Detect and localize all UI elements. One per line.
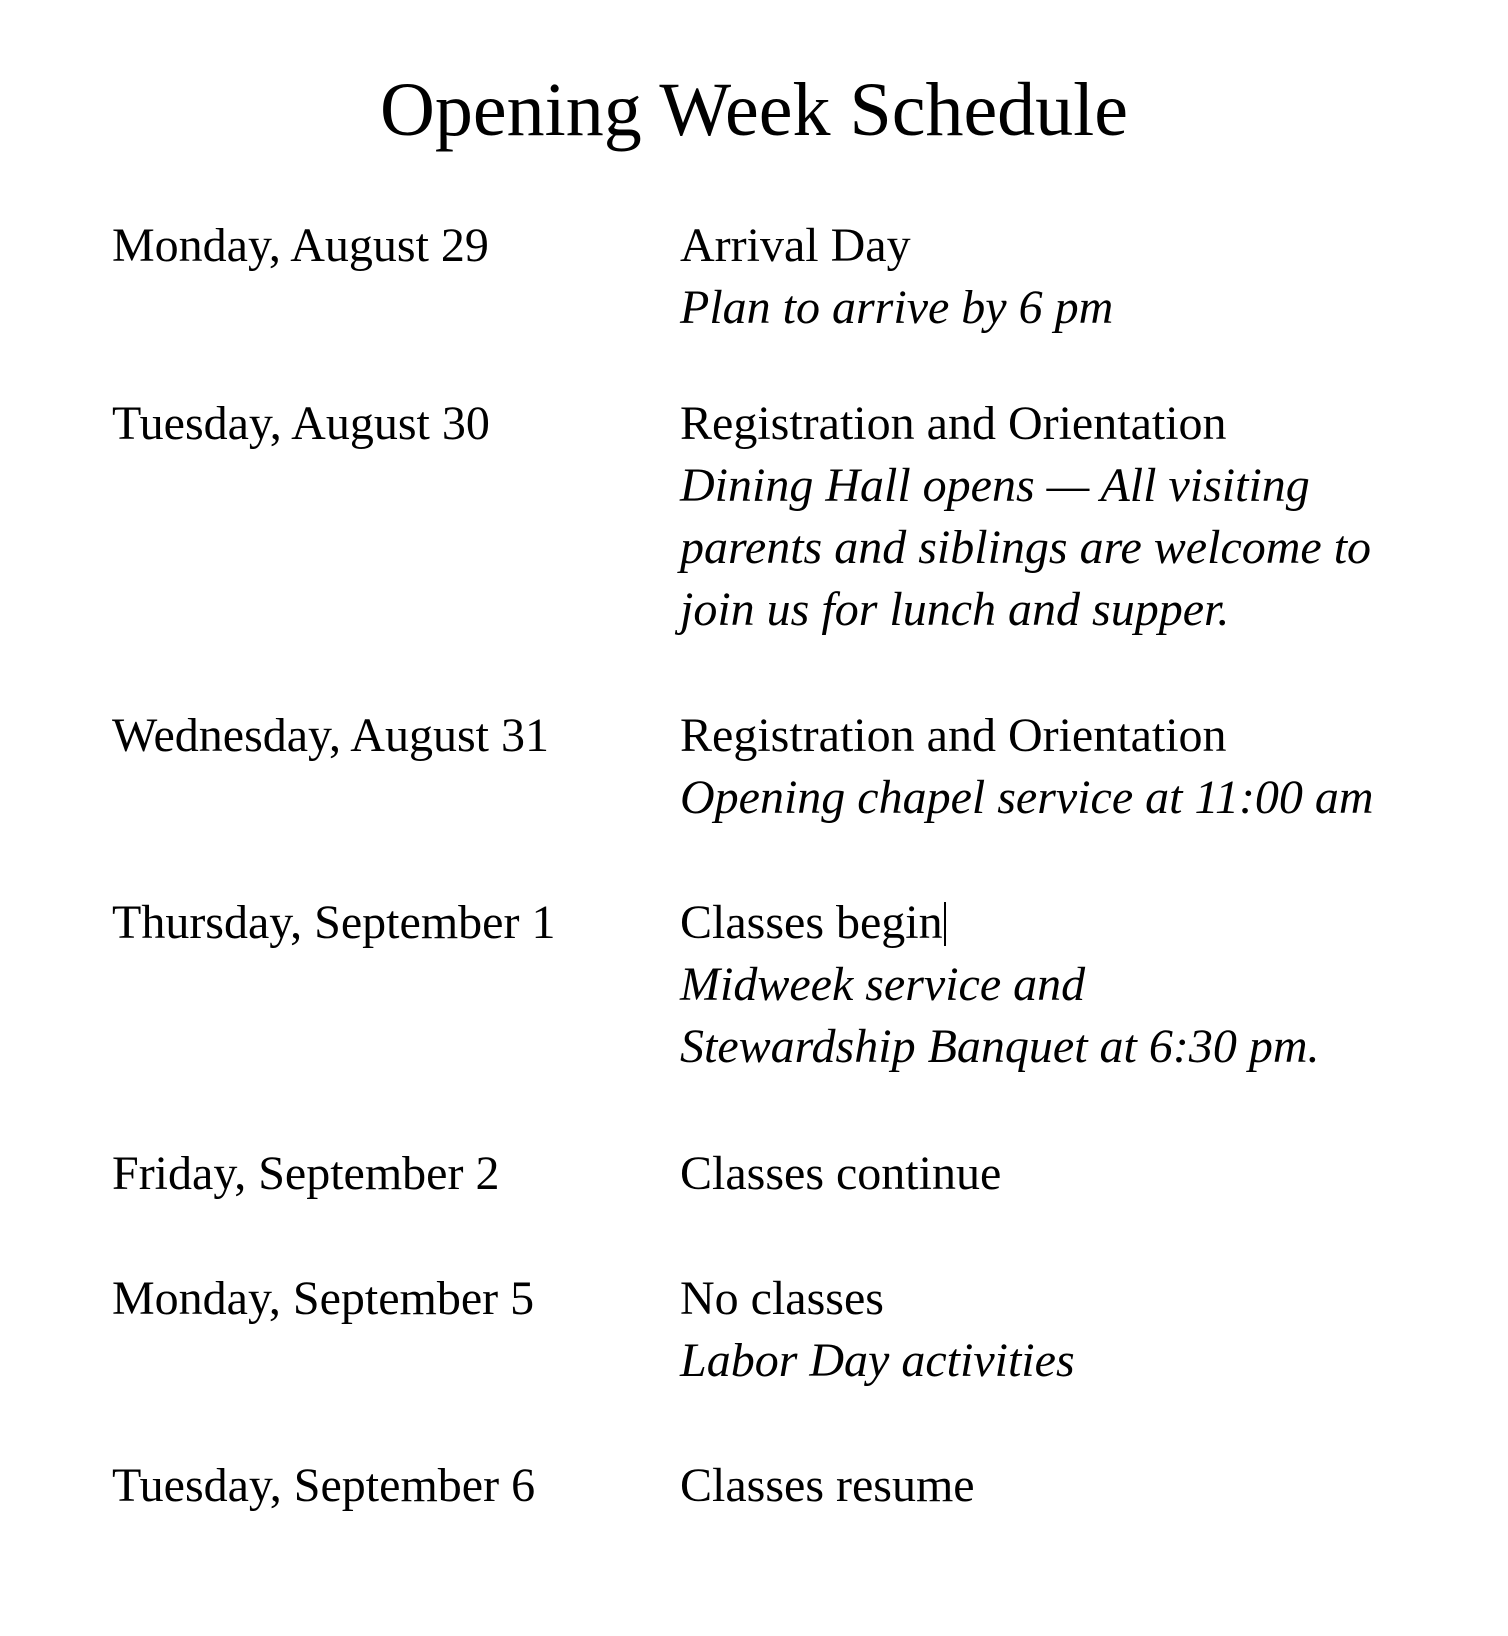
event-title: Classes continue	[680, 1147, 1002, 1200]
schedule-date: Monday, August 29	[112, 219, 489, 272]
event-note-line: Plan to arrive by 6 pm	[680, 281, 1114, 334]
event-title: Registration and Orientation	[680, 709, 1227, 762]
text-cursor	[944, 902, 946, 946]
schedule-date: Friday, September 2	[112, 1147, 500, 1200]
schedule-event	[680, 1268, 1440, 1392]
event-title-editable[interactable]	[680, 892, 1440, 954]
event-note-line: Dining Hall opens — All visiting	[680, 459, 1310, 512]
event-note	[680, 455, 1440, 641]
event-note-line: Labor Day activities	[680, 1334, 1075, 1387]
schedule-event	[680, 705, 1440, 829]
event-note-line: join us for lunch and supper.	[680, 583, 1230, 636]
event-title: Classes begin	[680, 896, 943, 949]
event-note-line: Stewardship Banquet at 6:30 pm.	[680, 1020, 1320, 1073]
schedule-date: Tuesday, September 6	[112, 1459, 536, 1512]
event-note	[680, 767, 1440, 829]
event-note	[680, 277, 1440, 339]
event-note-line: Midweek service and	[680, 958, 1086, 1011]
event-note-line: parents and siblings are welcome to	[680, 521, 1372, 574]
event-title: Registration and Orientation	[680, 397, 1227, 450]
schedule-date: Wednesday, August 31	[112, 709, 549, 762]
schedule-date: Monday, September 5	[112, 1272, 535, 1325]
event-title: Arrival Day	[680, 219, 911, 272]
event-title: No classes	[680, 1272, 884, 1325]
schedule-event	[680, 1455, 1440, 1517]
schedule-event	[680, 1143, 1440, 1205]
schedule-event	[680, 892, 1440, 1078]
event-title: Classes resume	[680, 1459, 975, 1512]
schedule-event	[680, 393, 1440, 641]
event-note	[680, 954, 1440, 1078]
schedule-date: Tuesday, August 30	[112, 397, 490, 450]
schedule-date: Thursday, September 1	[112, 896, 556, 949]
schedule-event	[680, 215, 1440, 339]
event-note	[680, 1330, 1440, 1392]
event-note-line: Opening chapel service at 11:00 am	[680, 771, 1374, 824]
page-title: Opening Week Schedule	[379, 68, 1129, 152]
